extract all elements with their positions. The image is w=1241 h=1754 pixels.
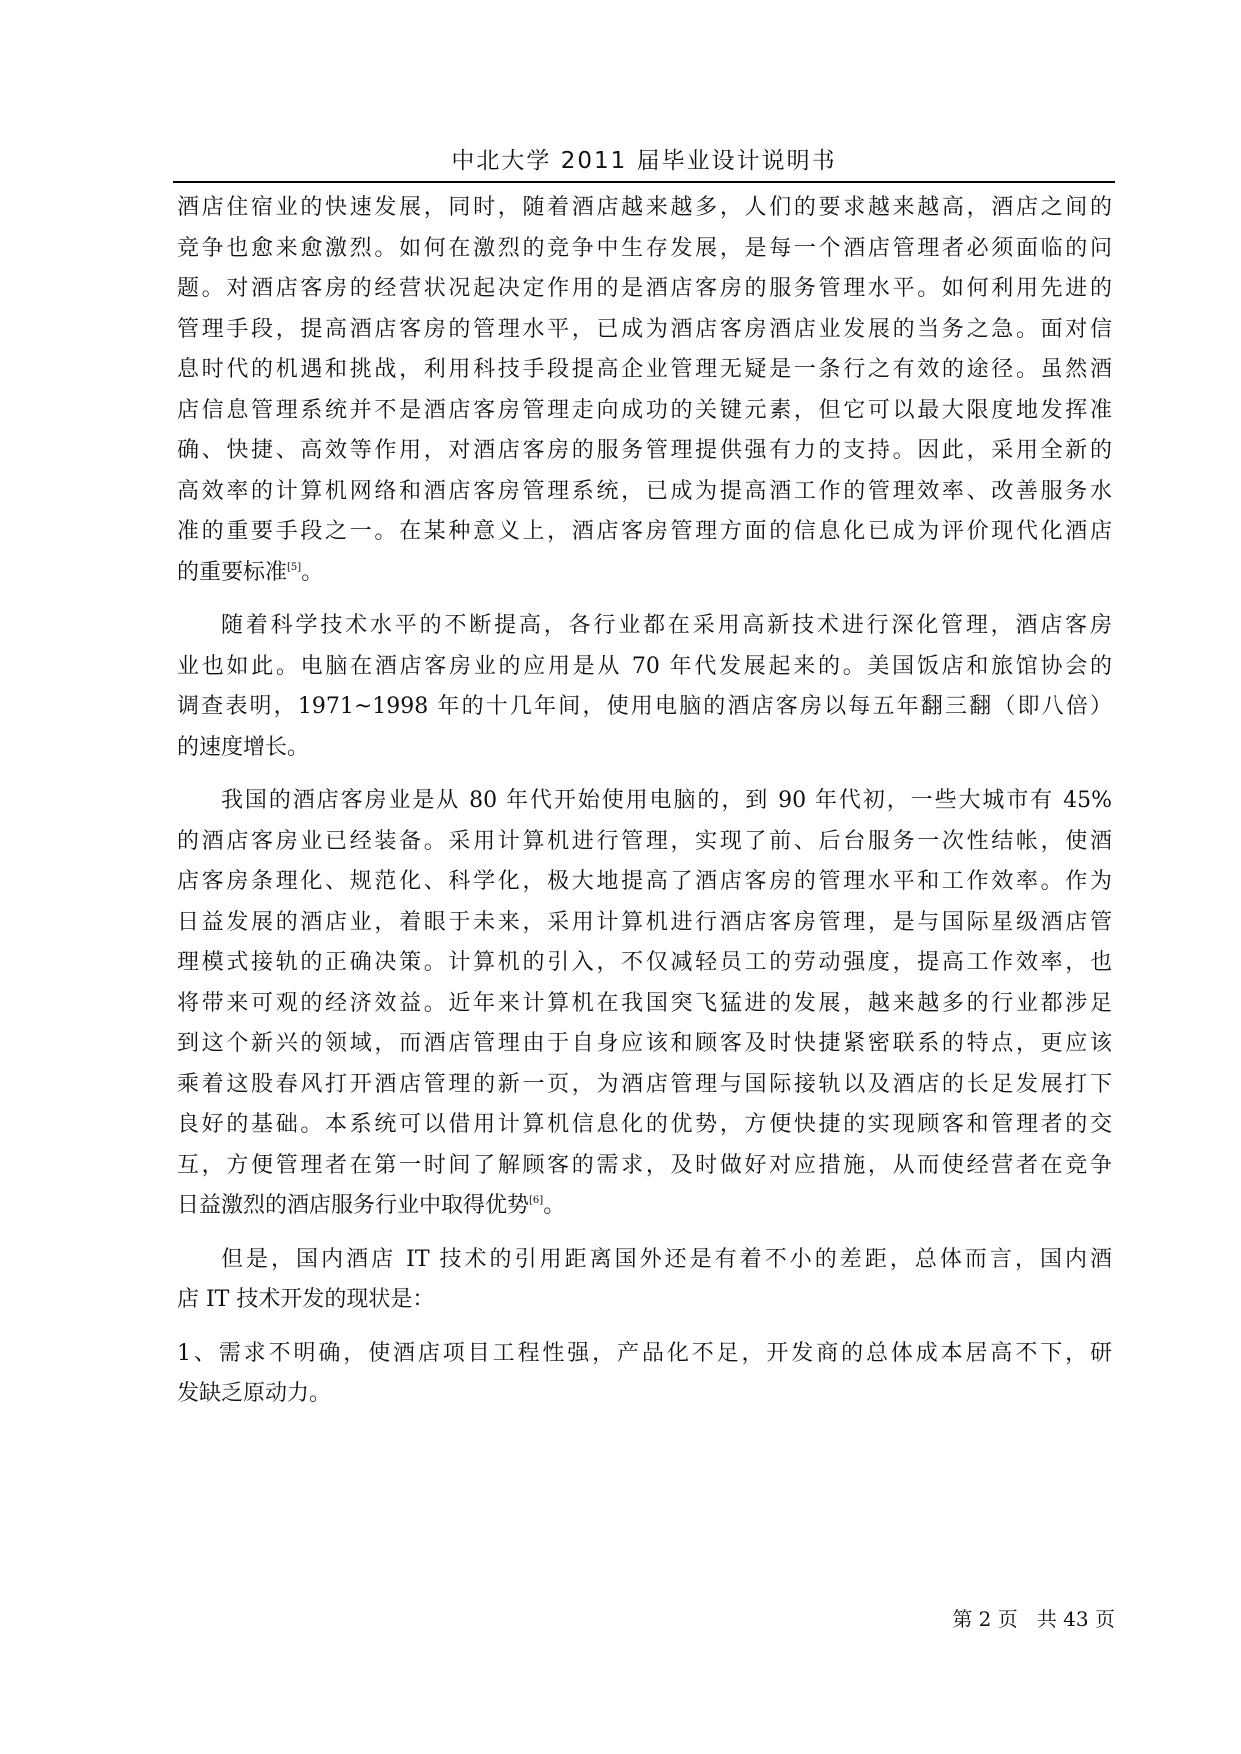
paragraph (177, 188, 1112, 593)
text-line-last (177, 1280, 1112, 1321)
text-line-last (177, 553, 1112, 594)
text-line: 店客房条理化、规范化、科学化，极大地提高了酒店客房的管理水平和工作效率。作为 (177, 869, 1112, 894)
text-span: 店 IT 技术开发的现状是： (177, 1287, 435, 1312)
text-line: 互，方便管理者在第一时间了解顾客的需求，及时做好对应措施，从而使经营者在竞争 (177, 1152, 1112, 1178)
text-span: 日益激烈的酒店服务行业中取得优势 (177, 1193, 530, 1218)
text-line: 竞争也愈来愈激烈。如何在激烈的竞争中生存发展，是每一个酒店管理者必须面临的问 (177, 235, 1112, 261)
page-footer: 第 2 页 共 43 页 (952, 1607, 1115, 1631)
text-line: 确、快捷、高效等作用，对酒店客房的服务管理提供强有力的支持。因此，采用全新的 (177, 438, 1112, 463)
text-line: 息时代的机遇和挑战，利用科技手段提高企业管理无疑是一条行之有效的途径。虽然酒 (177, 357, 1112, 382)
text-line: 准的重要手段之一。在某种意义上，酒店客房管理方面的信息化已成为评价现代化酒店 (177, 519, 1112, 544)
citation-ref: [5] (287, 561, 302, 573)
text-line-last (177, 1374, 1112, 1415)
text-span: 。 (301, 559, 324, 585)
text-line: 到这个新兴的领域，而酒店管理由于自身应该和顾客及时快捷紧密联系的特点，更应该 (177, 1031, 1112, 1056)
text-line: 良好的基础。本系统可以借用计算机信息化的优势，方便快捷的实现顾客和管理者的交 (177, 1112, 1112, 1137)
text-line: 酒店住宿业的快速发展，同时，随着酒店越来越多，人们的要求越来越高，酒店之间的 (177, 195, 1112, 220)
header-rule (173, 181, 1115, 183)
page-header-title: 中北大学 2011 届毕业设计说明书 (451, 148, 837, 174)
text-line-last (177, 1186, 1112, 1227)
text-span: 的速度增长。 (177, 734, 310, 760)
paragraph (177, 1334, 1112, 1415)
text-line: 调查表明，1971~1998 年的十几年间，使用电脑的酒店客房以每五年翻三翻（即八倍） (177, 694, 1112, 719)
text-line: 的酒店客房业已经装备。采用计算机进行管理，实现了前、后台服务一次性结帐，使酒 (177, 828, 1112, 854)
paragraph-gap (177, 1321, 1112, 1334)
text-span: 的重要标准 (177, 559, 288, 585)
text-line: 管理手段，提高酒店客房的管理水平，已成为酒店客房酒店业发展的当务之急。面对信 (177, 316, 1112, 342)
text-line: 高效率的计算机网络和酒店客房管理系统，已成为提高酒工作的管理效率、改善服务水 (177, 478, 1112, 504)
text-line-last (177, 728, 1112, 769)
text-line: 随着科学技术水平的不断提高，各行业都在采用高新技术进行深化管理，酒店客房 (221, 613, 1112, 638)
paragraph-gap (177, 593, 1112, 606)
paragraph-gap (177, 768, 1112, 781)
text-line: 1、需求不明确，使酒店项目工程性强，产品化不足，开发商的总体成本居高不下，研 (177, 1340, 1112, 1366)
text-line: 将带来可观的经济效益。近年来计算机在我国突飞猛进的发展，越来越多的行业都涉足 (177, 990, 1112, 1016)
text-line: 题。对酒店客房的经营状况起决定作用的是酒店客房的服务管理水平。如何利用先进的 (177, 276, 1112, 301)
text-line: 我国的酒店客房业是从 80 年代开始使用电脑的，到 90 年代初，一些大城市有 45% (221, 788, 1112, 813)
text-span: 发缺乏原动力。 (177, 1381, 332, 1406)
text-line: 但是，国内酒店 IT 技术的引用距离国外还是有着不小的差距，总体而言，国内酒 (221, 1246, 1112, 1272)
citation-ref: [6] (529, 1195, 544, 1206)
body-text (177, 188, 1112, 1415)
paragraph-gap (177, 1227, 1112, 1240)
paragraph (177, 606, 1112, 768)
text-line: 店信息管理系统并不是酒店客房管理走向成功的关键元素，但它可以最大限度地发挥准 (177, 397, 1112, 423)
text-span: 。 (543, 1193, 566, 1218)
paragraph (177, 1240, 1112, 1321)
text-line: 日益发展的酒店业，着眼于未来，采用计算机进行酒店客房管理，是与国际星级酒店管 (177, 909, 1112, 935)
paragraph (177, 781, 1112, 1227)
text-line: 业也如此。电脑在酒店客房业的应用是从 70 年代发展起来的。美国饭店和旅馆协会的 (177, 653, 1112, 679)
text-line: 乘着这股春风打开酒店管理的新一页，为酒店管理与国际接轨以及酒店的长足发展打下 (177, 1071, 1112, 1097)
text-line: 理模式接轨的正确决策。计算机的引入，不仅减轻员工的劳动强度，提高工作效率，也 (177, 950, 1112, 975)
